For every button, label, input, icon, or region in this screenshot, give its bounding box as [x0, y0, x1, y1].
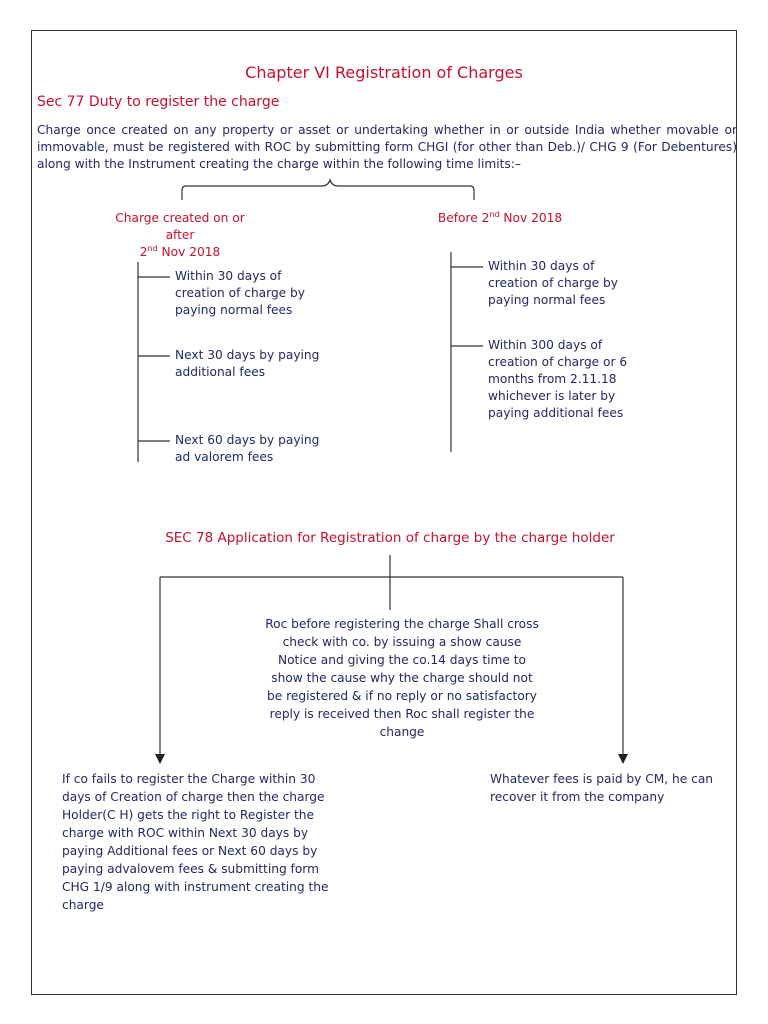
sec77-heading: Sec 77 Duty to register the charge — [37, 94, 280, 110]
left-item-3: Next 60 days by paying ad valorem fees — [175, 433, 320, 464]
left-branch-heading — [100, 210, 260, 261]
left-item-1: Within 30 days of creation of charge by paying normal fees — [175, 269, 305, 317]
sec77-intro: Charge once created on any property or asset or undertaking whether in or outside India whether movable or immovable, must be registered with ROC by submitting form CHGI (for other than Deb.)/ CHG 9 (For Debentures) along with the Instrument creating the charge within the following time limits:– — [37, 123, 737, 171]
arrow-right — [618, 754, 628, 764]
right-item-1: Within 30 days of creation of charge by paying normal fees — [488, 259, 618, 307]
page-title: Chapter VI Registration of Charges — [245, 63, 523, 82]
arrow-left — [155, 754, 165, 764]
left-item-2: Next 30 days by paying additional fees — [175, 348, 320, 379]
brace — [182, 180, 474, 200]
sec78-heading: SEC 78 Application for Registration of charge by the charge holder — [165, 530, 615, 546]
sec78-center-box: Roc before registering the charge Shall cross check with co. by issuing a show cause Notice and giving the co.14 days time to show the cause why the charge should not be registered & if no reply or no satisfactory reply is received then Roc shall register the change — [265, 617, 539, 739]
left-heading-line1: Charge created on or after — [115, 211, 245, 242]
right-branch-heading: Before 2nd Nov 2018 — [437, 209, 563, 225]
right-item-2: Within 300 days of creation of charge or 6 months from 2.11.18 whichever is later by paying additional fees — [488, 338, 628, 420]
sec78-left-box: If co fails to register the Charge within 30 days of Creation of charge then the charge Holder(C H) gets the right to Register the charge with ROC within Next 30 days by paying Additional fees or Next 60 days by paying advalovem fees & submitting form CHG 1/9 along with instrument creating the charge — [62, 772, 329, 912]
sec78-right-box: Whatever fees is paid by CM, he can recover it from the company — [490, 772, 714, 804]
left-heading-line2: 2nd Nov 2018 — [139, 243, 221, 259]
